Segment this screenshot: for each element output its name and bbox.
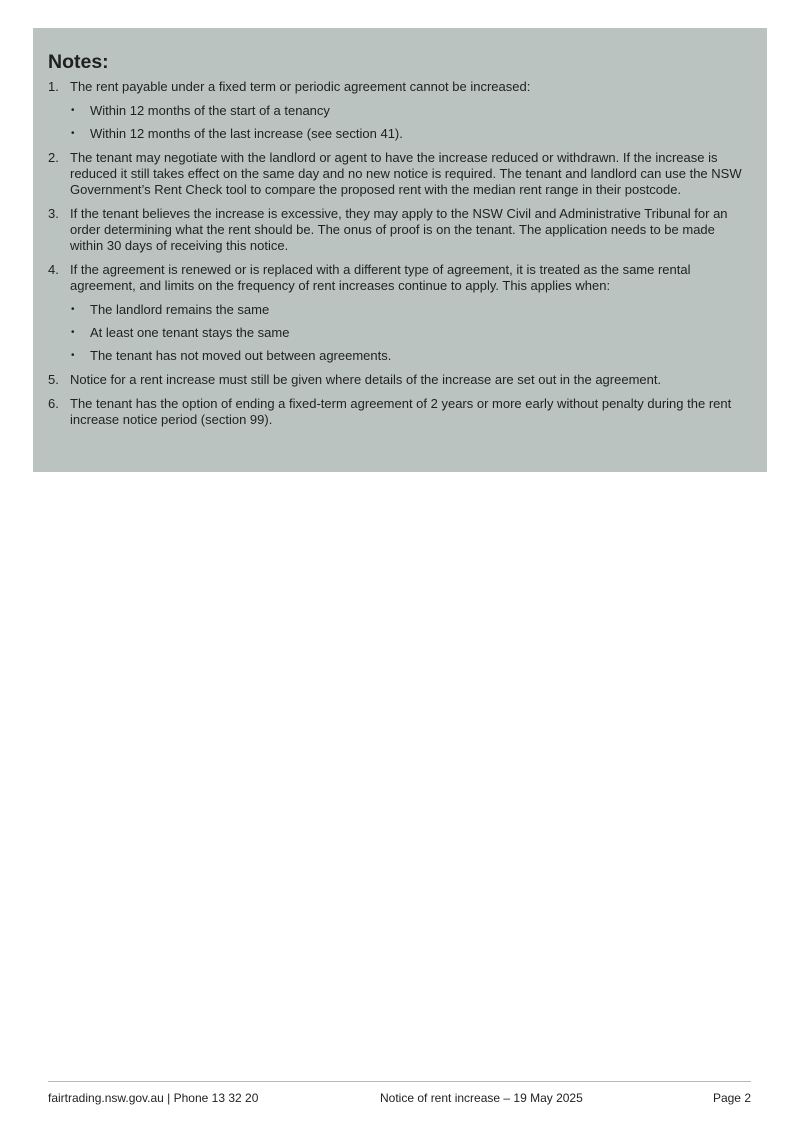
note-text: If the tenant believes the increase is excessive, they may apply to the NSW Civil and Administrative Tribunal for an order determining what the rent should be. The onus of proof is on the tenant. The application needs to be made within 30 days of receiving this notice. [70, 206, 728, 253]
note-sub-item [70, 126, 751, 142]
footer-contact: fairtrading.nsw.gov.au | Phone 13 32 20 [48, 1091, 259, 1105]
note-text: Notice for a rent increase must still be given where details of the increase are set out in the agreement. [70, 372, 662, 387]
note-item-5 [48, 372, 751, 388]
note-sub-list [70, 103, 751, 142]
note-item-3 [48, 206, 751, 254]
note-sub-text: The tenant has not moved out between agreements. [90, 348, 392, 363]
note-sub-item [70, 103, 751, 119]
note-sub-text: Within 12 months of the last increase (see section 41). [90, 126, 403, 141]
note-item-6 [48, 396, 751, 428]
note-sub-text: Within 12 months of the start of a tenancy [90, 103, 330, 118]
footer-page-number: Page 2 [712, 1091, 751, 1105]
bullet-icon: • [71, 128, 75, 139]
notes-list [48, 79, 751, 428]
bullet-icon: • [71, 105, 75, 116]
note-sub-item [70, 302, 751, 318]
note-text: The tenant may negotiate with the landlord or agent to have the increase reduced or withdrawn. If the increase is reduced it still takes effect on the same day and no new notice is required. The tenant and landlord can use the NSW Government’s Rent Check tool to compare the proposed rent with the median rent range in their postcode. [70, 150, 742, 197]
note-text: The rent payable under a fixed term or periodic agreement cannot be increased: [70, 79, 531, 94]
note-sub-list [70, 302, 751, 364]
note-text: If the agreement is renewed or is replaced with a different type of agreement, it is treated as the same rental agreement, and limits on the frequency of rent increases continue to apply. This applies when: [70, 262, 691, 293]
note-sub-item [70, 325, 751, 341]
bullet-icon: • [71, 327, 75, 338]
note-number: 1. [48, 79, 59, 94]
notes-heading: Notes: [48, 51, 109, 73]
note-item-2 [48, 150, 751, 198]
bullet-icon: • [71, 304, 75, 315]
footer-document-title: Notice of rent increase – 19 May 2025 [380, 1091, 583, 1105]
note-number: 4. [48, 262, 59, 277]
note-number: 2. [48, 150, 59, 165]
note-number: 6. [48, 396, 59, 411]
notes-box [33, 28, 767, 472]
note-number: 3. [48, 206, 59, 221]
note-text: The tenant has the option of ending a fixed-term agreement of 2 years or more early without penalty during the rent increase notice period (section 99). [70, 396, 732, 427]
note-sub-text: At least one tenant stays the same [90, 325, 290, 340]
note-item-1 [48, 79, 751, 142]
note-sub-text: The landlord remains the same [90, 302, 270, 317]
note-number: 5. [48, 372, 59, 387]
note-item-4 [48, 262, 751, 364]
footer-divider [48, 1081, 751, 1082]
note-sub-item [70, 348, 751, 364]
bullet-icon: • [71, 350, 75, 361]
